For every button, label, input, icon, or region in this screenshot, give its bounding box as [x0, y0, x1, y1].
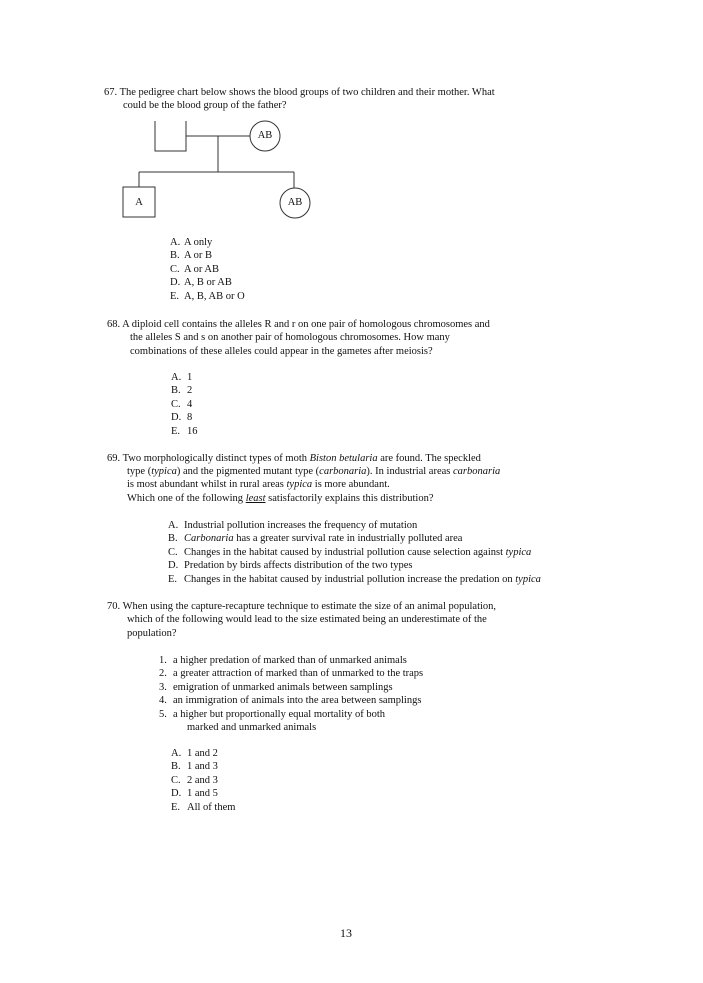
- q70-statement: 1. a higher predation of marked than of unmarked animals: [159, 655, 407, 666]
- q68-text-line1: [107, 318, 490, 332]
- q69-option-a: A. Industrial pollution increases the frequency of mutation: [168, 520, 418, 531]
- q68-option: C. 4: [171, 399, 193, 410]
- q70-text-line1: [107, 600, 496, 614]
- q70-statement: 2. a greater attraction of marked than of unmarked to the traps: [159, 668, 424, 679]
- q69-text-line3: is most abundant whilst in rural areas typica is more abundant.: [127, 479, 390, 490]
- q69-number: 69.: [107, 453, 121, 464]
- q68-option: E. 16: [171, 426, 198, 437]
- q69-option-b: B. Carbonaria has a greater survival rate in industrially polluted area: [168, 533, 463, 544]
- q69-text-line2: type (typica) and the pigmented mutant type (carbonaria). In industrial areas carbonaria: [127, 466, 501, 477]
- child2-label: AB: [287, 197, 303, 208]
- q68-option: A. 1: [171, 372, 193, 383]
- q70-option: E. All of them: [171, 802, 236, 813]
- q70-statement: 4. an immigration of animals into the area between samplings: [159, 695, 422, 706]
- q67-option: D. A, B or AB: [170, 277, 232, 288]
- q68-option: B. 2: [171, 385, 193, 396]
- mother-label: AB: [257, 130, 273, 141]
- q67-line2: could be the blood group of the father?: [123, 100, 287, 111]
- q70-option: B. 1 and 3: [171, 761, 218, 772]
- q70-option: C. 2 and 3: [171, 775, 218, 786]
- q70-option: D. 1 and 5: [171, 788, 218, 799]
- q67-number: 67.: [104, 87, 118, 98]
- q68-option: D. 8: [171, 412, 193, 423]
- q70-statement: 5. a higher but proportionally equal mortality of both: [159, 709, 385, 720]
- q68-line3: combinations of these alleles could appear in the gametes after meiosis?: [130, 346, 433, 357]
- q69-text-line4: Which one of the following least satisfactorily explains this distribution?: [127, 493, 434, 504]
- q68-number: 68.: [107, 319, 121, 330]
- least-emphasis: least: [245, 493, 266, 504]
- q69-option-e: E. Changes in the habitat caused by industrial pollution increase the predation on typica: [168, 574, 541, 585]
- q68-line2: the alleles S and s on another pair of homologous chromosomes. How many: [130, 332, 450, 343]
- q69-option-c: C. Changes in the habitat caused by industrial pollution cause selection against typica: [168, 547, 532, 558]
- q67-line1: The pedigree chart below shows the blood groups of two children and their mother. What: [119, 87, 495, 98]
- q70-statement: 3. emigration of unmarked animals between samplings: [159, 682, 393, 693]
- q67-option: B. A or B: [170, 250, 213, 261]
- q70-line2: which of the following would lead to the size estimated being an underestimate of the: [127, 614, 487, 625]
- q70-number: 70.: [107, 601, 121, 612]
- q69-option-d: D. Predation by birds affects distribution of the two types: [168, 560, 413, 571]
- q67-option: E. A, B, AB or O: [170, 291, 245, 302]
- q70-line1: When using the capture-recapture technique to estimate the size of an animal population,: [122, 601, 497, 612]
- father-square: [155, 121, 186, 151]
- page-number: 13: [340, 926, 352, 940]
- q67-option: A. A only: [170, 237, 213, 248]
- q67-option: C. A or AB: [170, 264, 220, 275]
- q69-text-line1: 69. Two morphologically distinct types of moth Biston betularia are found. The speckled: [107, 453, 481, 464]
- q68-line1: A diploid cell contains the alleles R and r on one pair of homologous chromosomes and: [122, 319, 490, 330]
- q70-line3: population?: [127, 628, 177, 639]
- q70-statement5-continuation: marked and unmarked animals: [187, 722, 317, 733]
- child1-label: A: [135, 197, 143, 208]
- q70-option: A. 1 and 2: [171, 748, 218, 759]
